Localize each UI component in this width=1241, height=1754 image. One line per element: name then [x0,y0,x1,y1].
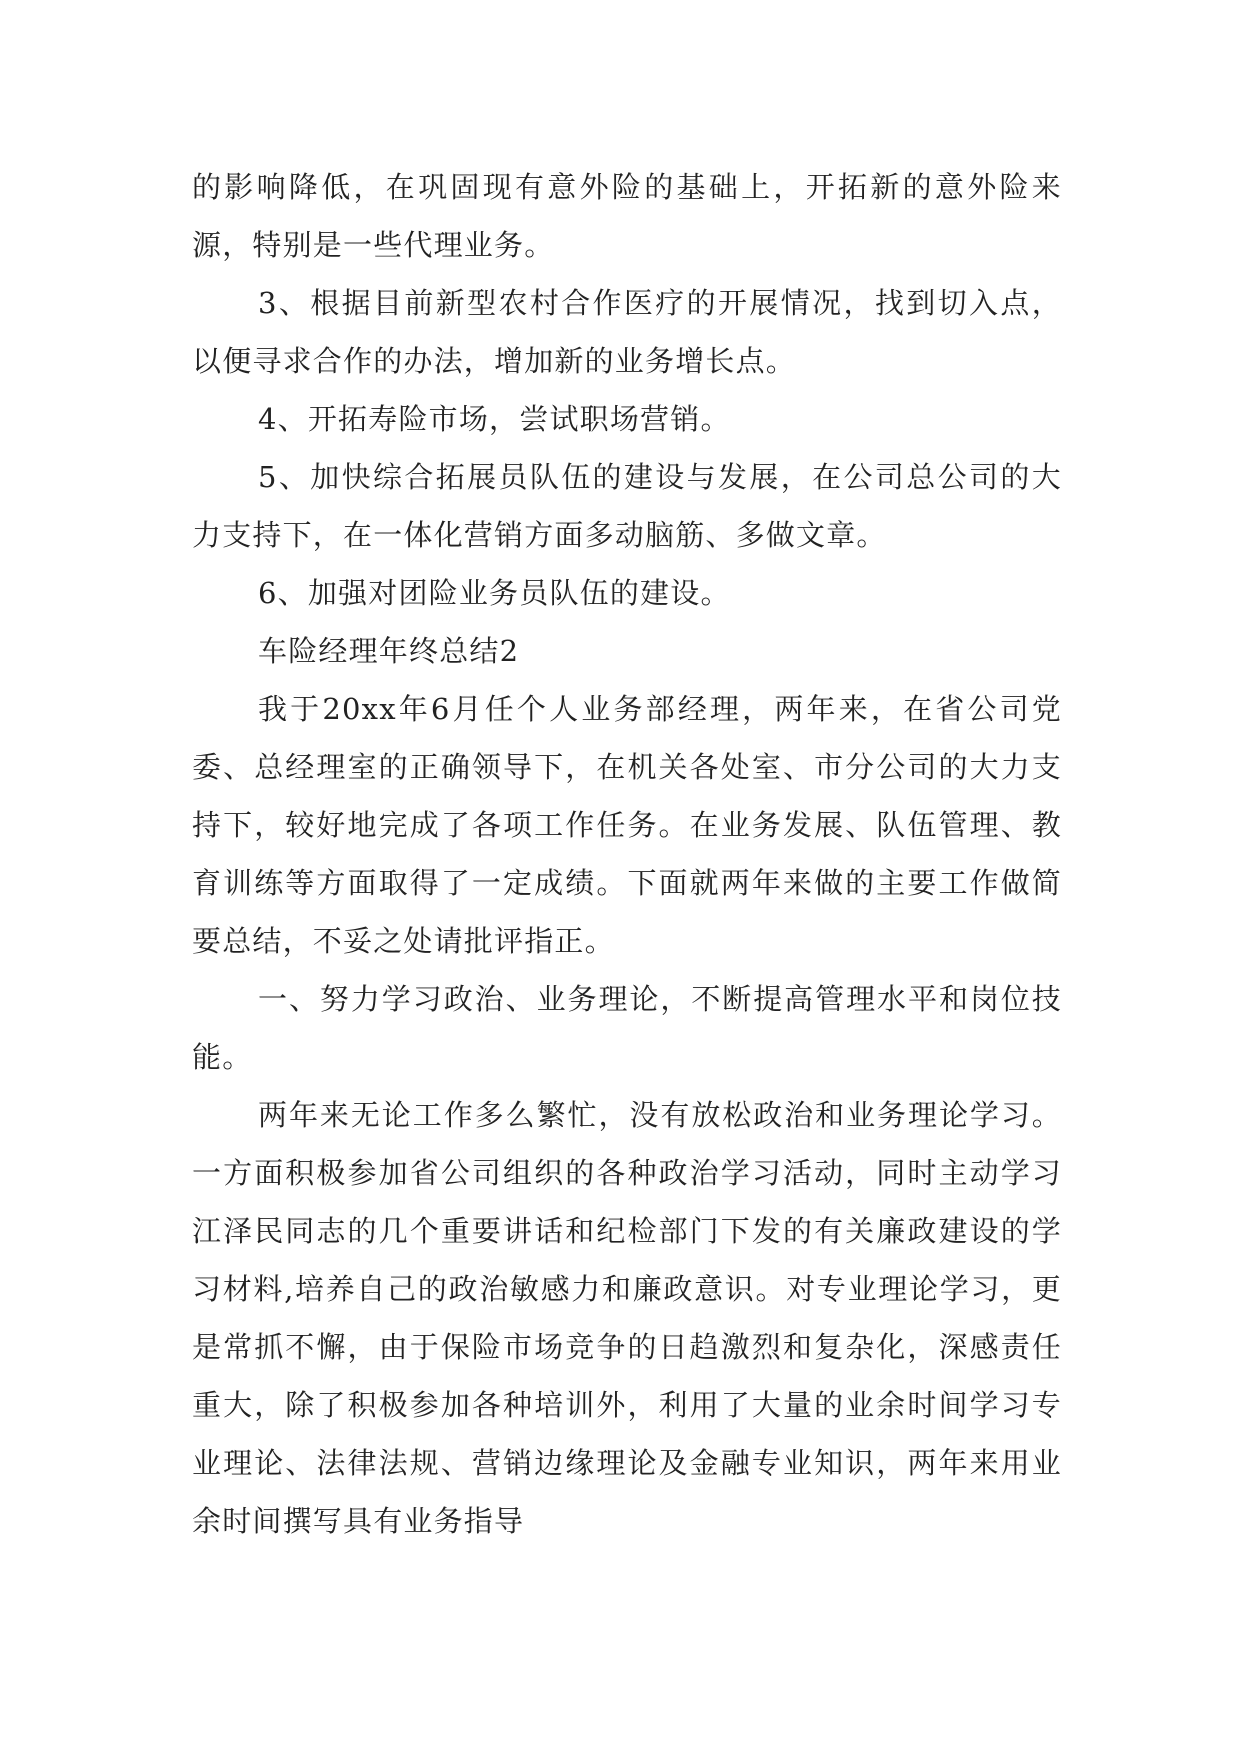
document-body [192,158,1062,1550]
paragraph: 一、努力学习政治、业务理论，不断提高管理水平和岗位技能。 [192,982,1062,1074]
paragraph: 6、加强对团险业务员队伍的建设。 [258,576,731,610]
paragraph: 我于20xx年6月任个人业务部经理，两年来，在省公司党委、总经理室的正确领导下，在机关各处室、市分公司的大力支持下，较好地完成了各项工作任务。在业务发展、队伍管理、教育训练等方面取得了一定成绩。下面就两年来做的主要工作做简要总结，不妥之处请批评指正。 [192,692,1062,958]
paragraph: 4、开拓寿险市场，尝试职场营销。 [258,402,731,436]
paragraph: 5、加快综合拓展员队伍的建设与发展，在公司总公司的大力支持下，在一体化营销方面多动脑筋、多做文章。 [192,460,1062,552]
paragraph: 两年来无论工作多么繁忙，没有放松政治和业务理论学习。一方面积极参加省公司组织的各种政治学习活动，同时主动学习江泽民同志的几个重要讲话和纪检部门下发的有关廉政建设的学习材料,培养自己的政治敏感力和廉政意识。对专业理论学习，更是常抓不懈，由于保险市场竞争的日趋激烈和复杂化，深感责任重大，除了积极参加各种培训外，利用了大量的业余时间学习专业理论、法律法规、营销边缘理论及金融专业知识，两年来用业余时间撰写具有业务指导 [192,1098,1062,1538]
paragraph: 的影响降低，在巩固现有意外险的基础上，开拓新的意外险来源，特别是一些代理业务。 [192,170,1062,262]
paragraph: 3、根据目前新型农村合作医疗的开展情况，找到切入点，以便寻求合作的办法，增加新的业务增长点。 [192,286,1062,378]
section-heading: 车险经理年终总结2 [258,634,520,668]
